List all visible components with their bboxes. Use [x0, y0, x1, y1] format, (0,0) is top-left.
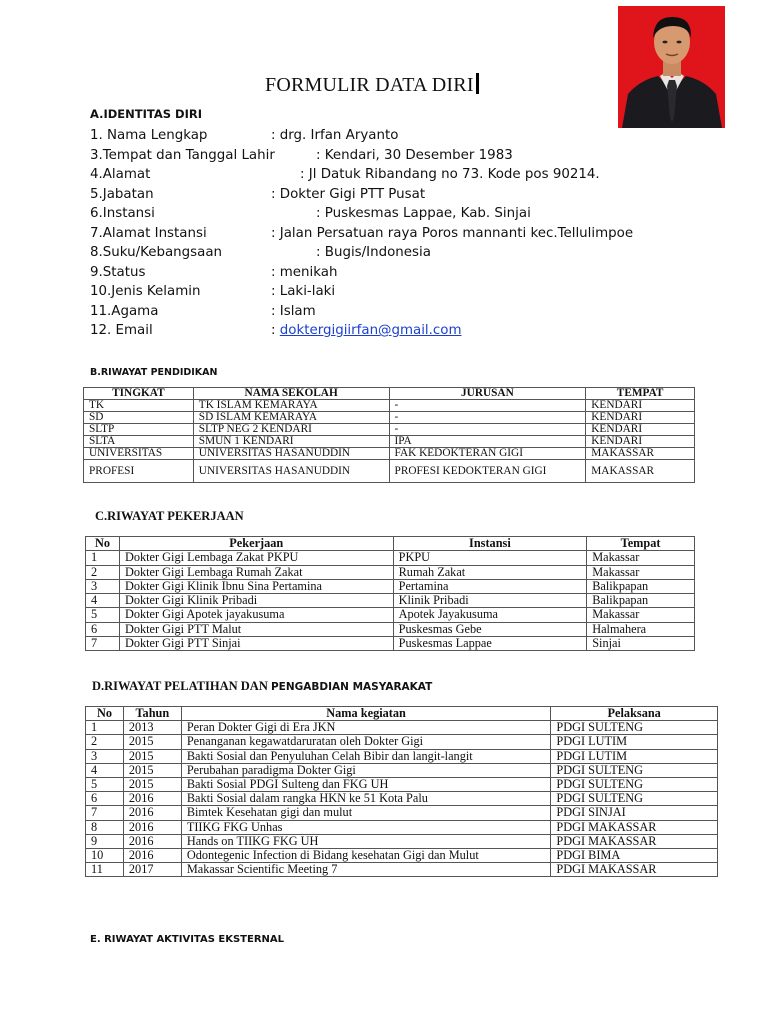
- table-cell: UNIVERSITAS HASANUDDIN: [193, 460, 389, 483]
- table-cell: Balikpapan: [587, 579, 695, 593]
- table-cell: MAKASSAR: [586, 448, 695, 460]
- table-cell: Dokter Gigi Klinik Ibnu Sina Pertamina: [119, 579, 393, 593]
- identity-label: 1. Nama Lengkap: [90, 128, 208, 143]
- table-cell: 2013: [123, 721, 181, 735]
- table-cell: PDGI MAKASSAR: [551, 834, 718, 848]
- table-cell: SLTA: [84, 436, 194, 448]
- column-header: Pelaksana: [551, 707, 718, 721]
- table-header-row: [86, 537, 695, 551]
- table-row: [86, 806, 718, 820]
- table-row: [84, 424, 695, 436]
- table-cell: Makassar: [587, 608, 695, 622]
- table-cell: KENDARI: [586, 412, 695, 424]
- identity-value: : Jalan Persatuan raya Poros mannanti kec.Tellulimpoe: [271, 225, 634, 241]
- table-row: [86, 622, 695, 636]
- table-cell: IPA: [389, 436, 586, 448]
- column-header: Tempat: [587, 537, 695, 551]
- table-cell: 2016: [123, 820, 181, 834]
- column-header: TEMPAT: [586, 388, 695, 400]
- table-cell: Makassar: [587, 551, 695, 565]
- email-link[interactable]: doktergigiirfan@gmail.com: [279, 323, 462, 338]
- table-cell: PROFESI: [84, 460, 194, 483]
- identity-value: : Dokter Gigi PTT Pusat: [271, 186, 426, 202]
- identity-value: : menikah: [271, 264, 338, 280]
- table-row: [84, 436, 695, 448]
- identity-label: 12. Email: [90, 323, 153, 338]
- table-cell: SD: [84, 412, 194, 424]
- identity-label: 5.Jabatan: [90, 186, 154, 202]
- training-table: [85, 706, 718, 877]
- table-row: [84, 400, 695, 412]
- column-header: Instansi: [393, 537, 587, 551]
- identity-value: [271, 323, 462, 338]
- table-row: [84, 448, 695, 460]
- table-cell: KENDARI: [586, 424, 695, 436]
- table-cell: -: [389, 412, 586, 424]
- table-cell: 2: [86, 565, 120, 579]
- table-cell: Bakti Sosial PDGI Sulteng dan FKG UH: [181, 778, 551, 792]
- work-history-table: [85, 536, 695, 651]
- table-cell: 2016: [123, 849, 181, 863]
- table-row: [86, 608, 695, 622]
- table-cell: UNIVERSITAS HASANUDDIN: [193, 448, 389, 460]
- table-cell: 9: [86, 834, 124, 848]
- table-row: [86, 792, 718, 806]
- table-cell: PROFESI KEDOKTERAN GIGI: [389, 460, 586, 483]
- table-cell: 7: [86, 637, 120, 651]
- table-cell: 2015: [123, 763, 181, 777]
- form-title-text: FORMULIR DATA DIRI: [265, 74, 474, 96]
- profile-photo: [618, 6, 725, 128]
- table-cell: 8: [86, 820, 124, 834]
- table-cell: PDGI SULTENG: [551, 792, 718, 806]
- table-cell: PKPU: [393, 551, 587, 565]
- column-header: JURUSAN: [389, 388, 586, 400]
- table-row: [86, 721, 718, 735]
- table-row: [86, 763, 718, 777]
- table-cell: Dokter Gigi Lembaga Zakat PKPU: [119, 551, 393, 565]
- table-cell: 11: [86, 863, 124, 877]
- table-cell: MAKASSAR: [586, 460, 695, 483]
- table-row: [86, 820, 718, 834]
- table-cell: Balikpapan: [587, 594, 695, 608]
- table-cell: Dokter Gigi Apotek jayakusuma: [119, 608, 393, 622]
- table-row: [84, 412, 695, 424]
- table-cell: 5: [86, 778, 124, 792]
- identity-label: 6.Instansi: [90, 206, 155, 221]
- section-c-heading: C.RIWAYAT PEKERJAAN: [95, 509, 244, 523]
- section-d-heading-main: D.RIWAYAT PELATIHAN DAN: [92, 679, 271, 693]
- table-cell: 7: [86, 806, 124, 820]
- table-cell: Dokter Gigi Klinik Pribadi: [119, 594, 393, 608]
- column-header: Pekerjaan: [119, 537, 393, 551]
- identity-label: 8.Suku/Kebangsaan: [90, 245, 223, 260]
- table-cell: Pertamina: [393, 579, 587, 593]
- table-cell: 4: [86, 594, 120, 608]
- column-header: Nama kegiatan: [181, 707, 551, 721]
- table-cell: 2015: [123, 735, 181, 749]
- column-header: Tahun: [123, 707, 181, 721]
- identity-value: : Puskesmas Lappae, Kab. Sinjai: [316, 206, 531, 221]
- table-cell: Klinik Pribadi: [393, 594, 587, 608]
- table-cell: 5: [86, 608, 120, 622]
- table-row: [86, 637, 695, 651]
- table-cell: PDGI SULTENG: [551, 763, 718, 777]
- table-cell: Dokter Gigi PTT Sinjai: [119, 637, 393, 651]
- table-cell: Peran Dokter Gigi di Era JKN: [181, 721, 551, 735]
- table-cell: FAK KEDOKTERAN GIGI: [389, 448, 586, 460]
- table-cell: PDGI SINJAI: [551, 806, 718, 820]
- table-cell: 2015: [123, 749, 181, 763]
- table-cell: Apotek Jayakusuma: [393, 608, 587, 622]
- column-header: NAMA SEKOLAH: [193, 388, 389, 400]
- table-cell: TK: [84, 400, 194, 412]
- identity-value: : drg. Irfan Aryanto: [271, 128, 399, 143]
- table-row: [86, 849, 718, 863]
- table-row: [86, 551, 695, 565]
- table-cell: SD ISLAM KEMARAYA: [193, 412, 389, 424]
- identity-label: 7.Alamat Instansi: [90, 225, 207, 241]
- table-cell: PDGI LUTIM: [551, 735, 718, 749]
- table-row: [86, 834, 718, 848]
- table-row: [86, 565, 695, 579]
- column-header: TINGKAT: [84, 388, 194, 400]
- table-cell: Sinjai: [587, 637, 695, 651]
- table-cell: 6: [86, 792, 124, 806]
- table-cell: Hands on TIIKG FKG UH: [181, 834, 551, 848]
- identity-label: 9.Status: [90, 264, 146, 280]
- table-cell: 6: [86, 622, 120, 636]
- table-cell: Halmahera: [587, 622, 695, 636]
- identity-value: : Bugis/Indonesia: [316, 245, 431, 260]
- table-cell: Makassar Scientific Meeting 7: [181, 863, 551, 877]
- table-cell: SLTP: [84, 424, 194, 436]
- table-cell: UNIVERSITAS: [84, 448, 194, 460]
- table-cell: PDGI MAKASSAR: [551, 820, 718, 834]
- table-cell: TIIKG FKG Unhas: [181, 820, 551, 834]
- table-cell: KENDARI: [586, 400, 695, 412]
- table-cell: 2: [86, 735, 124, 749]
- table-row: [86, 778, 718, 792]
- table-cell: Dokter Gigi PTT Malut: [119, 622, 393, 636]
- table-cell: 1: [86, 551, 120, 565]
- table-row: [84, 460, 695, 483]
- person-portrait-icon: [618, 6, 725, 128]
- table-header-row: [84, 388, 695, 400]
- table-cell: 10: [86, 849, 124, 863]
- section-a-heading: A.IDENTITAS DIRI: [90, 107, 203, 121]
- table-cell: 2016: [123, 806, 181, 820]
- section-e-heading: E. RIWAYAT AKTIVITAS EKSTERNAL: [90, 934, 285, 945]
- table-cell: KENDARI: [586, 436, 695, 448]
- table-cell: Makassar: [587, 565, 695, 579]
- section-d-heading-sub: PENGABDIAN MASYARAKAT: [270, 681, 433, 693]
- table-cell: PDGI BIMA: [551, 849, 718, 863]
- identity-value: : Jl Datuk Ribandang no 73. Kode pos 90214.: [300, 167, 600, 182]
- table-cell: Penanganan kegawatdaruratan oleh Dokter Gigi: [181, 735, 551, 749]
- table-cell: TK ISLAM KEMARAYA: [193, 400, 389, 412]
- table-cell: -: [389, 424, 586, 436]
- identity-label: 10.Jenis Kelamin: [90, 284, 201, 299]
- table-cell: Puskesmas Lappae: [393, 637, 587, 651]
- column-header: No: [86, 537, 120, 551]
- table-cell: PDGI MAKASSAR: [551, 863, 718, 877]
- identity-value: : Laki-laki: [271, 284, 336, 299]
- table-cell: 3: [86, 749, 124, 763]
- table-cell: Bimtek Kesehatan gigi dan mulut: [181, 806, 551, 820]
- table-cell: Rumah Zakat: [393, 565, 587, 579]
- table-cell: Dokter Gigi Lembaga Rumah Zakat: [119, 565, 393, 579]
- text-cursor: [476, 73, 479, 94]
- table-cell: -: [389, 400, 586, 412]
- table-row: [86, 735, 718, 749]
- table-cell: 1: [86, 721, 124, 735]
- table-cell: Bakti Sosial dalam rangka HKN ke 51 Kota Palu: [181, 792, 551, 806]
- table-cell: 2016: [123, 834, 181, 848]
- education-table: [83, 387, 695, 483]
- email-prefix: :: [271, 323, 280, 338]
- identity-label: 11.Agama: [90, 303, 159, 319]
- section-d-heading: [92, 679, 432, 694]
- table-cell: 4: [86, 763, 124, 777]
- table-cell: Puskesmas Gebe: [393, 622, 587, 636]
- table-cell: 2015: [123, 778, 181, 792]
- table-row: [86, 863, 718, 877]
- table-header-row: [86, 707, 718, 721]
- table-cell: 2016: [123, 792, 181, 806]
- table-cell: PDGI SULTENG: [551, 721, 718, 735]
- column-header: No: [86, 707, 124, 721]
- table-cell: PDGI LUTIM: [551, 749, 718, 763]
- identity-label: 3.Tempat dan Tanggal Lahir: [90, 147, 275, 163]
- table-row: [86, 579, 695, 593]
- table-cell: 3: [86, 579, 120, 593]
- table-cell: PDGI SULTENG: [551, 778, 718, 792]
- section-b-heading: B.RIWAYAT PENDIDIKAN: [90, 367, 218, 378]
- form-title: [265, 73, 479, 97]
- identity-value: : Islam: [271, 303, 316, 319]
- table-cell: Perubahan paradigma Dokter Gigi: [181, 763, 551, 777]
- table-cell: SLTP NEG 2 KENDARI: [193, 424, 389, 436]
- table-cell: Odontegenic Infection di Bidang kesehatan Gigi dan Mulut: [181, 849, 551, 863]
- table-row: [86, 749, 718, 763]
- identity-value: : Kendari, 30 Desember 1983: [316, 147, 513, 163]
- table-cell: SMUN 1 KENDARI: [193, 436, 389, 448]
- table-row: [86, 594, 695, 608]
- identity-label: 4.Alamat: [90, 167, 151, 182]
- table-cell: 2017: [123, 863, 181, 877]
- table-cell: Bakti Sosial dan Penyuluhan Celah Bibir dan langit-langit: [181, 749, 551, 763]
